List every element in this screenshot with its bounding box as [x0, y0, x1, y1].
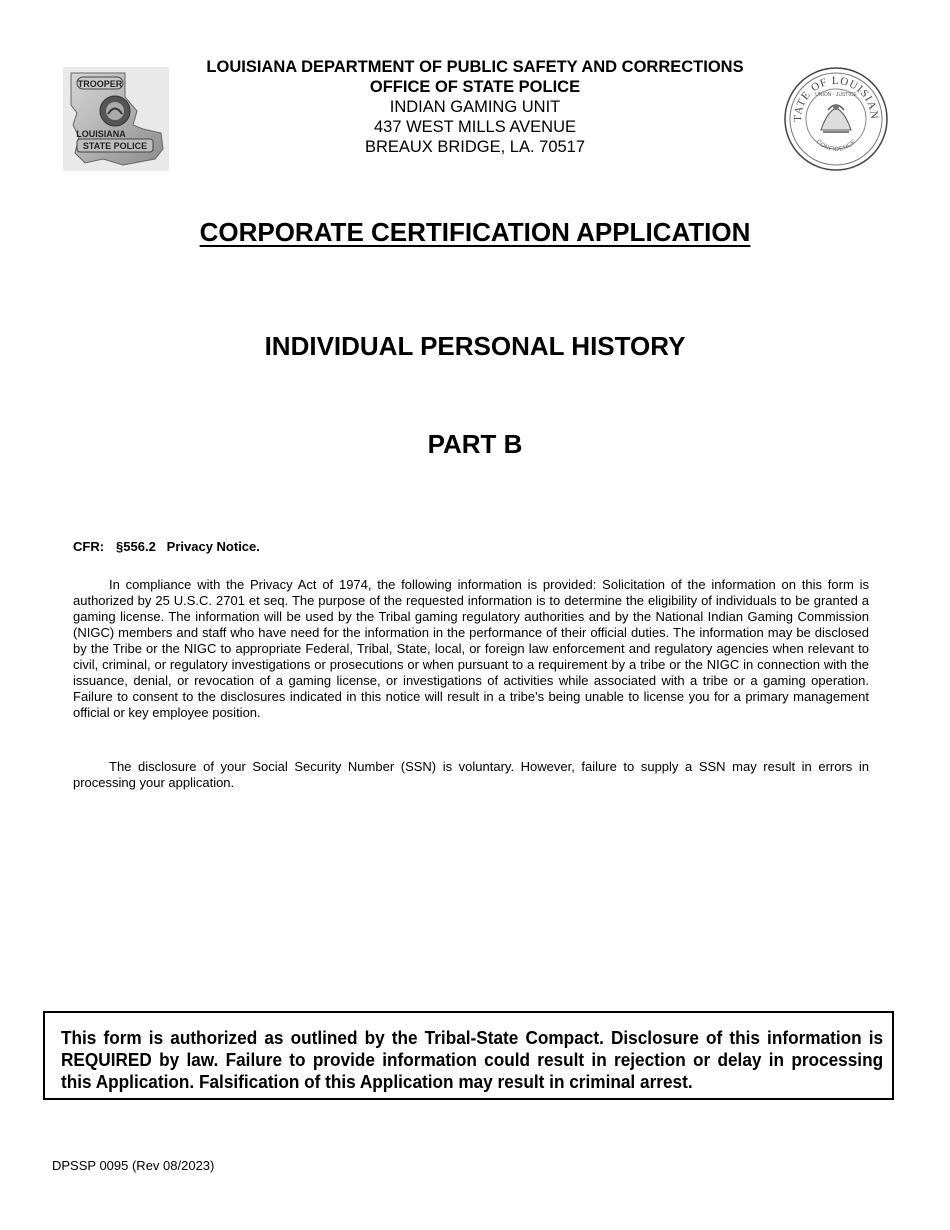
seal-motto-bottom: CONFIDENCE: [814, 138, 858, 153]
ssn-text: The disclosure of your Social Security Number (SSN) is voluntary. However, failure to supply a SSN may result in errors in processing your application.: [73, 759, 869, 790]
form-title: CORPORATE CERTIFICATION APPLICATION: [199, 217, 751, 247]
legal-notice-text: This form is authorized as outlined by the Tribal-State Compact. Disclosure of this information is REQUIRED by law. Failure to provide information could result in rejection or delay in processing this Application. Falsification of this Application may result in criminal arrest.: [61, 1027, 884, 1092]
header-line-3: INDIAN GAMING UNIT: [389, 98, 561, 116]
form-part: PART B: [427, 429, 523, 459]
header-line-2: OFFICE OF STATE POLICE: [369, 78, 581, 96]
cfr-title: Privacy Notice.: [166, 539, 260, 554]
privacy-text: In compliance with the Privacy Act of 1974, the following information is provided: Solicitation of the information on this form is authorized by 25 U.S.C. 2701 et seq. The purpose of the requested information is to determine the eligibility of individuals to be granted a gaming license. The information will be used by the Tribal gaming regulatory authorities and by the National Indian Gaming Commission (NIGC) members and staff who have need for the information in the performance of their official duties. The information may be disclosed by the Tribe or the NIGC to appropriate Federal, Tribal, State, local, or foreign law enforcement and regulatory agencies when relevant to civil, criminal, or regulatory investigations or prosecutions or when pursuant to a requirement by a tribe or the NIGC in connection with the issuance, denial, or revocation of a gaming license, or investigations of activities while associated with a tribe or a gaming operation. Failure to consent to the disclosures indicated in this notice will result in a tribe's being unable to license you for a primary management official or key employee position.: [73, 577, 869, 720]
ssn-paragraph: [73, 759, 869, 791]
cfr-label: CFR:: [73, 539, 105, 554]
form-number: DPSSP 0095 (Rev 08/2023): [52, 1158, 215, 1173]
legal-notice-box: [43, 1011, 894, 1100]
state-police-badge-icon: [63, 67, 169, 171]
header-line-1: LOUISIANA DEPARTMENT OF PUBLIC SAFETY AND CORRECTIONS: [206, 58, 744, 76]
badge-bottom-text: STATE POLICE: [82, 141, 148, 151]
privacy-paragraph: [73, 577, 869, 721]
seal-motto-top: UNION · JUSTICE: [815, 92, 857, 98]
state-seal-icon: [783, 66, 889, 172]
badge-mid-text: LOUISIANA: [76, 129, 126, 139]
cfr-section: §556.2: [116, 539, 156, 554]
seal-ring-text: TATE OF LOUISIAN: [791, 74, 881, 122]
header-line-5: BREAUX BRIDGE, LA. 70517: [364, 138, 586, 156]
agency-header: [180, 57, 770, 157]
header-line-4: 437 WEST MILLS AVENUE: [373, 118, 577, 136]
badge-top-text: TROOPER: [77, 79, 123, 89]
cfr-heading: [73, 539, 260, 554]
form-subtitle: INDIVIDUAL PERSONAL HISTORY: [264, 331, 686, 361]
